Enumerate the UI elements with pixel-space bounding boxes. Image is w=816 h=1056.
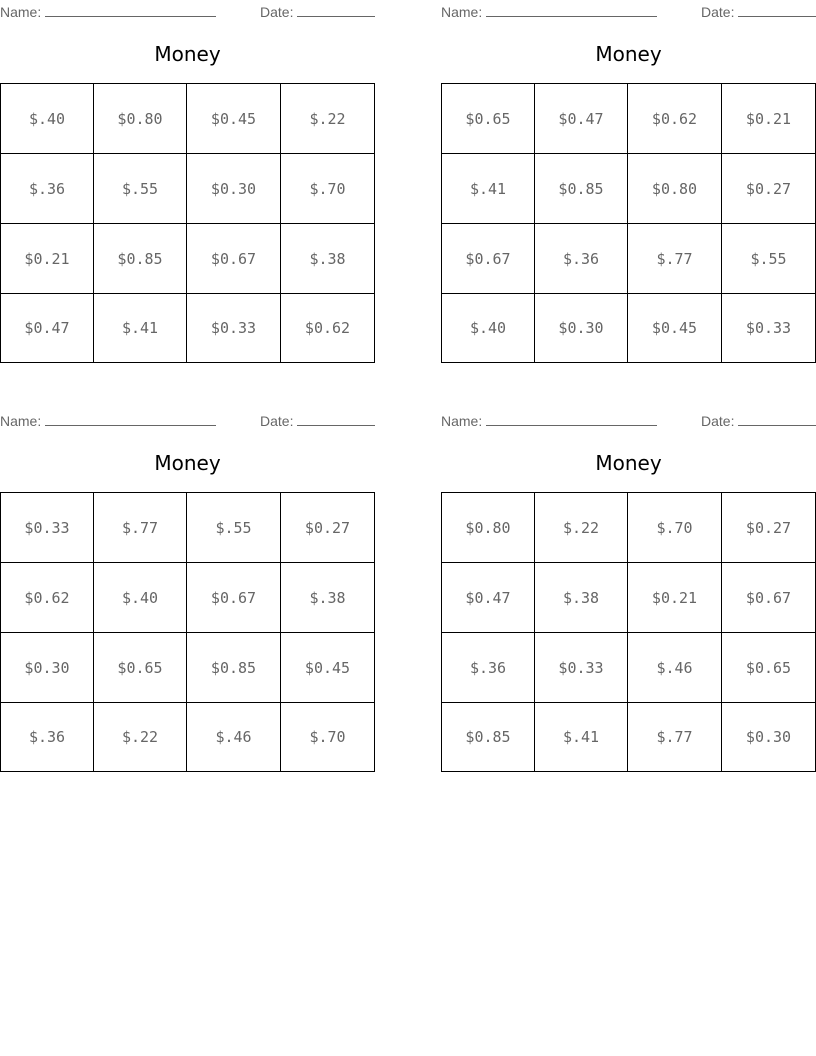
worksheet-title: Money — [595, 451, 662, 475]
grid-cell: $0.62 — [1, 563, 94, 633]
worksheet-header — [0, 411, 375, 429]
grid-cell: $0.33 — [187, 294, 281, 362]
grid-cell: $0.67 — [722, 563, 815, 633]
date-label: Date: — [701, 4, 735, 20]
grid-cell: $0.85 — [94, 224, 187, 294]
worksheet-header — [441, 2, 816, 20]
grid-cell: $.77 — [94, 493, 187, 563]
grid-cell: $.46 — [628, 633, 722, 703]
grid-cell: $.77 — [628, 703, 722, 771]
name-blank-line[interactable] — [45, 2, 216, 17]
grid-cell: $.38 — [281, 563, 374, 633]
grid-cell: $.36 — [1, 154, 94, 224]
grid-cell: $.41 — [535, 703, 628, 771]
name-blank-line[interactable] — [486, 2, 657, 17]
money-grid — [0, 83, 375, 363]
grid-cell: $0.30 — [535, 294, 628, 362]
name-label: Name: — [0, 413, 42, 429]
grid-cell: $.38 — [281, 224, 374, 294]
money-grid — [441, 492, 816, 772]
grid-cell: $0.62 — [628, 84, 722, 154]
worksheet-title: Money — [154, 451, 221, 475]
grid-cell: $0.45 — [281, 633, 374, 703]
grid-cell: $0.45 — [628, 294, 722, 362]
money-grid — [0, 492, 375, 772]
grid-cell: $.22 — [281, 84, 374, 154]
grid-cell: $0.27 — [722, 493, 815, 563]
grid-cell: $0.67 — [187, 224, 281, 294]
grid-cell: $.22 — [535, 493, 628, 563]
date-label: Date: — [260, 413, 294, 429]
grid-cell: $.41 — [442, 154, 535, 224]
grid-cell: $.36 — [535, 224, 628, 294]
worksheet-header — [0, 2, 375, 20]
date-blank-line[interactable] — [738, 411, 816, 426]
grid-cell: $.36 — [442, 633, 535, 703]
grid-cell: $0.30 — [1, 633, 94, 703]
worksheet-title: Money — [154, 42, 221, 66]
grid-cell: $0.85 — [442, 703, 535, 771]
grid-cell: $.38 — [535, 563, 628, 633]
grid-cell: $.46 — [187, 703, 281, 771]
name-label: Name: — [441, 4, 483, 20]
name-blank-line[interactable] — [45, 411, 216, 426]
grid-cell: $0.21 — [722, 84, 815, 154]
grid-cell: $0.62 — [304, 319, 351, 337]
grid-cell: $0.80 — [628, 154, 722, 224]
name-field[interactable] — [441, 2, 657, 20]
name-label: Name: — [441, 413, 483, 429]
grid-cell: $.70 — [309, 728, 346, 746]
grid-cell: $.70 — [281, 154, 374, 224]
worksheet-title: Money — [595, 42, 662, 66]
grid-cell: $.40 — [442, 294, 535, 362]
grid-cell: $0.30 — [745, 728, 792, 746]
grid-cell: $0.33 — [1, 493, 94, 563]
grid-cell: $0.33 — [745, 319, 792, 337]
date-label: Date: — [701, 413, 735, 429]
grid-cell: $0.80 — [94, 84, 187, 154]
grid-cell: $0.85 — [187, 633, 281, 703]
grid-cell: $0.47 — [1, 294, 94, 362]
grid-cell: $0.27 — [722, 154, 815, 224]
grid-cell: $0.27 — [281, 493, 374, 563]
date-blank-line[interactable] — [297, 411, 375, 426]
grid-cell: $0.85 — [535, 154, 628, 224]
grid-cell: $0.80 — [442, 493, 535, 563]
name-field[interactable] — [441, 411, 657, 429]
grid-cell: $.36 — [1, 703, 94, 771]
grid-cell: $.55 — [187, 493, 281, 563]
date-field[interactable] — [701, 2, 816, 20]
grid-cell: $0.21 — [1, 224, 94, 294]
name-label: Name: — [0, 4, 42, 20]
date-blank-line[interactable] — [738, 2, 816, 17]
date-blank-line[interactable] — [297, 2, 375, 17]
worksheet-header — [441, 411, 816, 429]
date-label: Date: — [260, 4, 294, 20]
date-field[interactable] — [260, 2, 375, 20]
money-grid — [441, 83, 816, 363]
grid-cell: $0.21 — [628, 563, 722, 633]
date-field[interactable] — [701, 411, 816, 429]
grid-cell: $0.67 — [442, 224, 535, 294]
grid-cell: $0.65 — [442, 84, 535, 154]
name-field[interactable] — [0, 2, 216, 20]
name-blank-line[interactable] — [486, 411, 657, 426]
grid-cell: $.55 — [722, 224, 815, 294]
grid-cell: $0.47 — [535, 84, 628, 154]
grid-cell: $0.30 — [187, 154, 281, 224]
grid-cell: $0.67 — [187, 563, 281, 633]
grid-cell: $.55 — [94, 154, 187, 224]
grid-cell: $.70 — [628, 493, 722, 563]
grid-cell: $0.47 — [442, 563, 535, 633]
grid-cell: $0.65 — [722, 633, 815, 703]
grid-cell: $.40 — [94, 563, 187, 633]
grid-cell: $.40 — [1, 84, 94, 154]
grid-cell: $0.45 — [187, 84, 281, 154]
grid-cell: $.41 — [94, 294, 187, 362]
date-field[interactable] — [260, 411, 375, 429]
name-field[interactable] — [0, 411, 216, 429]
grid-cell: $0.33 — [535, 633, 628, 703]
grid-cell: $0.65 — [94, 633, 187, 703]
grid-cell: $.77 — [628, 224, 722, 294]
grid-cell: $.22 — [94, 703, 187, 771]
